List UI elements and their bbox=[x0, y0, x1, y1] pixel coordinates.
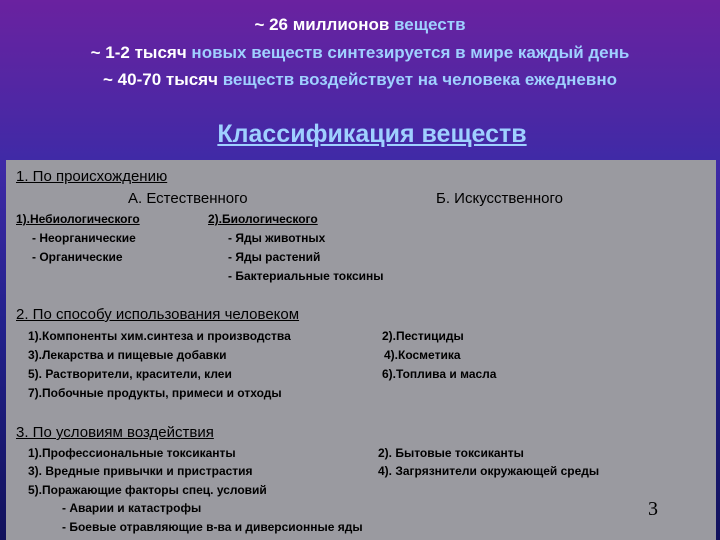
header-line-1-prefix: ~ 26 миллионов bbox=[254, 15, 395, 34]
s2-left-item: 5). Растворители, красители, клеи bbox=[28, 367, 232, 381]
s3-left-item: 3). Вредные привычки и пристрастия bbox=[28, 464, 253, 478]
section-1-heading: 1. По происхождению bbox=[16, 168, 168, 185]
header-line-1 bbox=[0, 15, 720, 35]
section-1-sub-b: Б. Искусственного bbox=[436, 190, 563, 207]
s1-col2-item: - Яды животных bbox=[228, 231, 326, 245]
header-line-3-prefix: ~ 40-70 тысяч bbox=[103, 70, 223, 89]
content-panel bbox=[6, 160, 716, 540]
header-line-2 bbox=[0, 43, 720, 63]
s3-sub-item: - Аварии и катастрофы bbox=[62, 501, 202, 515]
s1-col2-item: - Бактериальные токсины bbox=[228, 269, 384, 283]
s3-sub-item: - Боевые отравляющие в-ва и диверсионные яды bbox=[62, 520, 363, 534]
s1-col1-item: - Органические bbox=[32, 250, 123, 264]
s1-col2-item: - Яды растений bbox=[228, 250, 321, 264]
section-1-sub-a: А. Естественного bbox=[128, 190, 248, 207]
header-line-3-highlight: веществ воздействует на человека ежедневно bbox=[222, 70, 617, 89]
s3-right-item: 4). Загрязнители окружающей среды bbox=[378, 464, 600, 478]
s3-left-item: 1).Профессиональные токсиканты bbox=[28, 446, 236, 460]
s2-right-item: 4).Косметика bbox=[384, 348, 461, 362]
header-line-2-prefix: ~ 1-2 тысяч bbox=[90, 43, 192, 62]
s1-col1-item: 1).Небиологического bbox=[16, 212, 140, 226]
slide-number: 3 bbox=[648, 498, 658, 520]
s2-left-item: 3).Лекарства и пищевые добавки bbox=[28, 348, 227, 362]
s1-col1-item: - Неорганические bbox=[32, 231, 136, 245]
header-line-2-highlight: новых веществ синтезируется в мире каждый день bbox=[191, 43, 630, 62]
s2-left-item: 7).Побочные продукты, примеси и отходы bbox=[28, 386, 282, 400]
section-2-heading: 2. По способу использования человеком bbox=[16, 306, 300, 323]
s2-left-item: 1).Компоненты хим.синтеза и производства bbox=[28, 329, 291, 343]
s2-right-item: 2).Пестициды bbox=[382, 329, 464, 343]
s2-right-item: 6).Топлива и масла bbox=[382, 367, 497, 381]
s1-col2-item: 2).Биологического bbox=[208, 212, 318, 226]
header-line-1-highlight: веществ bbox=[394, 15, 466, 34]
s3-left-item: 5).Поражающие факторы спец. условий bbox=[28, 483, 267, 497]
header-line-3 bbox=[0, 70, 720, 90]
s3-right-item: 2). Бытовые токсиканты bbox=[378, 446, 524, 460]
page-title: Классификация веществ bbox=[217, 120, 527, 148]
section-3-heading: 3. По условиям воздействия bbox=[16, 424, 214, 441]
